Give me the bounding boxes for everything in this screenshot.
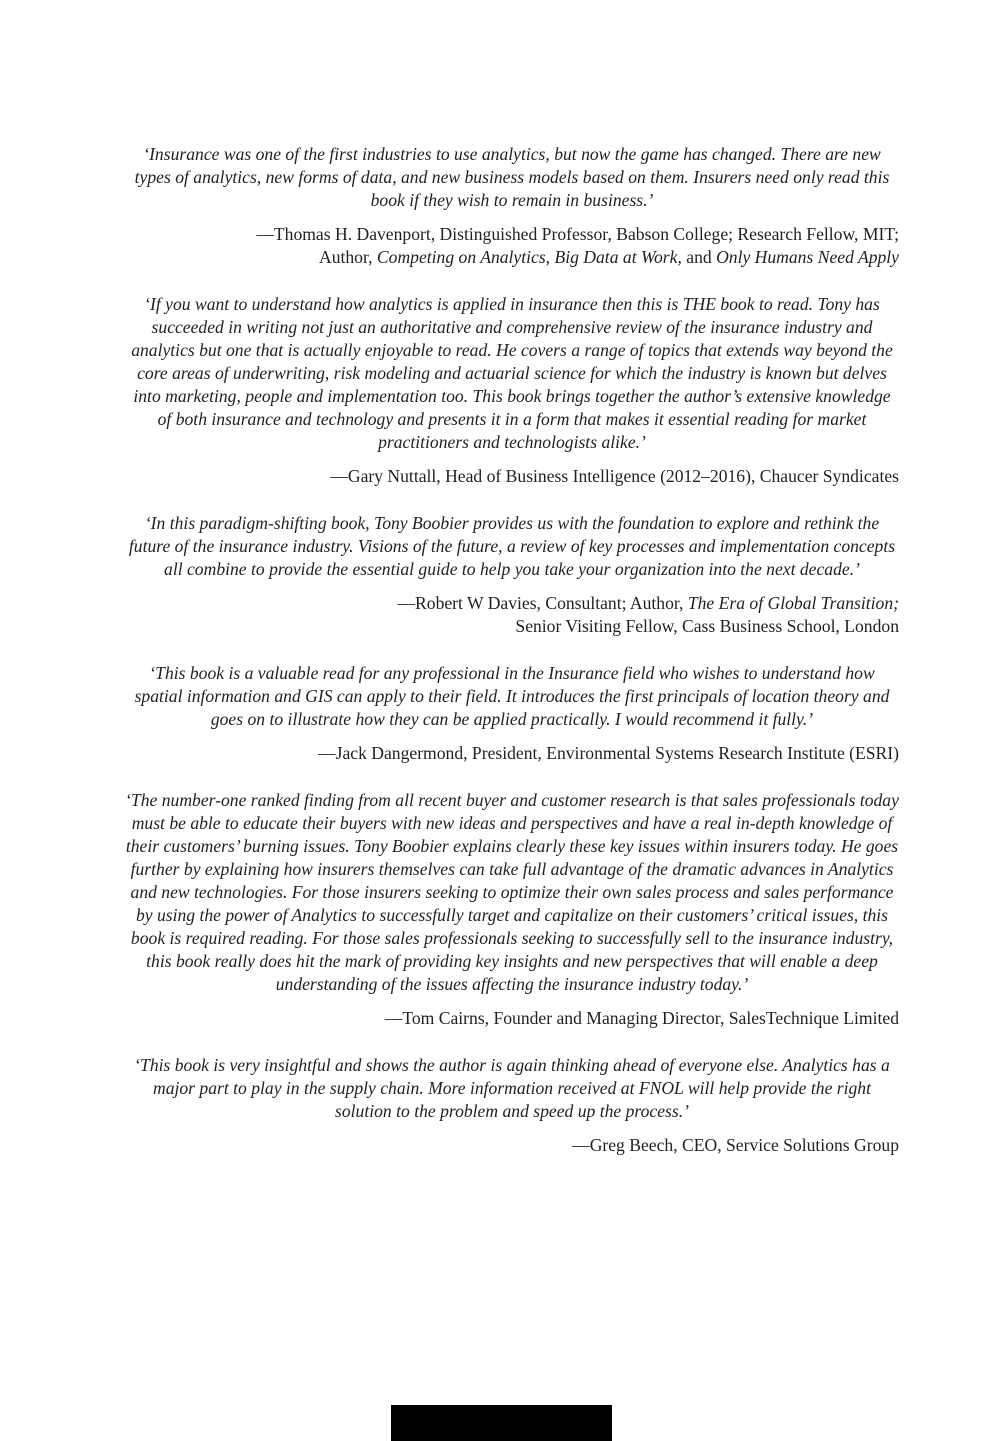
endorsement-quote: ‘This book is a valuable read for any professional in the Insurance field who wishes to understand how spatial information and GIS can apply to their field. It introduces the first principals of location theory and goes on to illustrate how they can be applied practically. I would recommend it fully.’ <box>134 663 890 729</box>
endorsement-cairns <box>125 789 899 1030</box>
book-title: The Era of Global Transition; <box>687 593 899 613</box>
attribution-line: Senior Visiting Fellow, Cass Business School, London <box>515 616 899 636</box>
endorsement-attribution <box>125 223 899 269</box>
endorsement-quote: ‘Insurance was one of the first industries to use analytics, but now the game has changed. There are new types of analytics, new forms of data, and new business models based on them. Insurers need only read this book if they wish to remain in business.’ <box>134 144 890 210</box>
endorsement-attribution <box>125 592 899 638</box>
endorsement-quote: ‘This book is very insightful and shows the author is again thinking ahead of everyone else. Analytics has a major part to play in the supply chain. More information received at FNOL will help provide the right solution to the problem and speed up the process.’ <box>134 1055 890 1121</box>
endorsement-attribution: —Gary Nuttall, Head of Business Intelligence (2012–2016), Chaucer Syndicates <box>330 466 899 486</box>
endorsement-attribution: —Jack Dangermond, President, Environmental Systems Research Institute (ESRI) <box>318 743 899 763</box>
footer-bar <box>391 1405 612 1441</box>
endorsement-dangermond <box>125 662 899 765</box>
endorsement-nuttall <box>125 293 899 488</box>
attribution-text: Author, <box>318 247 377 267</box>
endorsements-page <box>125 143 899 1181</box>
endorsement-quote: ‘If you want to understand how analytics is applied in insurance then this is THE book to read. Tony has succeeded in writing not just an authoritative and comprehensive review of the insurance industry and analytics but one that is actually enjoyable to read. He covers a range of topics that extends way beyond the core areas of underwriting, risk modeling and actuarial science for which the industry is known but delves into marketing, people and implementation too. This book brings together the author’s extensive knowledge of both insurance and technology and presents it in a form that makes it essential reading for market practitioners and technologists alike.’ <box>131 294 893 452</box>
endorsement-davenport <box>125 143 899 269</box>
endorsement-attribution: —Greg Beech, CEO, Service Solutions Group <box>572 1135 899 1155</box>
attribution-line <box>125 246 899 269</box>
book-title: Only Humans Need Apply <box>716 247 899 267</box>
attribution-text: —Robert W Davies, Consultant; Author, <box>397 593 688 613</box>
endorsement-beech <box>125 1054 899 1157</box>
attribution-line <box>125 592 899 615</box>
endorsement-attribution: —Tom Cairns, Founder and Managing Director, SalesTechnique Limited <box>384 1008 899 1028</box>
endorsement-quote: ‘The number-one ranked finding from all recent buyer and customer research is that sales professionals today must be able to educate their buyers with new ideas and perspectives and have a real in-depth knowledge of their customers’ burning issues. Tony Boobier explains clearly these key issues within insurers today. He goes further by explaining how insurers themselves can take full advantage of the dramatic advances in Analytics and new technologies. For those insurers seeking to optimize their own sales process and sales performance by using the power of Analytics to successfully target and capitalize on their customers’ critical issues, this book is required reading. For those sales professionals seeking to successfully sell to the insurance industry, this book really does hit the mark of providing key insights and new perspectives that will enable a deep understanding of the issues affecting the insurance industry today.’ <box>125 790 899 994</box>
book-titles: Competing on Analytics, Big Data at Work, <box>376 247 682 267</box>
endorsement-quote: ‘In this paradigm-shifting book, Tony Boobier provides us with the foundation to explore and rethink the future of the insurance industry. Visions of the future, a review of key processes and implementation concepts all combine to provide the essential guide to help you take your organization into the next decade.’ <box>128 513 896 579</box>
endorsement-davies <box>125 512 899 638</box>
attribution-text: and <box>681 247 717 267</box>
attribution-line: —Thomas H. Davenport, Distinguished Professor, Babson College; Research Fellow, MIT; <box>256 224 899 244</box>
